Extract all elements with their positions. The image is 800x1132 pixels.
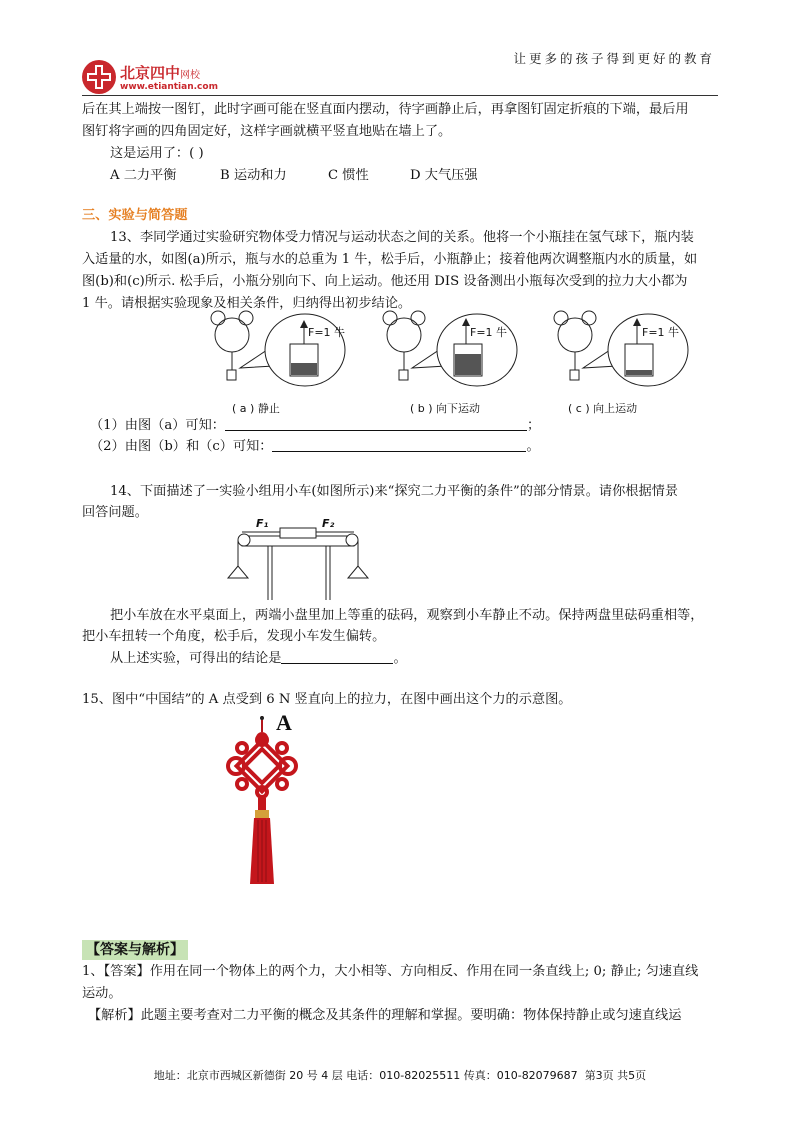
intro-question: 这是运用了：( ) [110,146,204,161]
logo-url: www.etiantian.com [120,82,218,92]
chinese-knot-image [222,714,302,886]
force-f1-label: F₁ [256,517,269,530]
option-d: D 大气压强 [410,168,478,183]
q14-line-1: 14、下面描述了一实验小组用小车(如图所示)来“探究二力平衡的条件”的部分情景。请你根据情景 [110,484,679,499]
answer-blank-3[interactable] [281,649,393,664]
q13-line-4: 1 牛。请根据实验现象及相关条件，归纳得出初步结论。 [82,296,412,311]
option-a: A 二力平衡 [110,168,177,183]
page-footer [0,1067,800,1083]
q14-conclusion: 从上述实验，可得出的结论是 。 [110,651,407,666]
q13-line-3: 图(b)和(c)所示. 松手后，小瓶分别向下、向上运动。他还用 DIS 设备测出小瓶每次受到的拉力大小都为 [82,274,688,289]
q14-para-1: 把小车放在水平桌面上，两端小盘里加上等重的砝码，观察到小车静止不动。保持两盘里砝码重相等， [110,608,704,623]
page-number: 第3页 共5页 [584,1069,647,1082]
q14-line-2: 回答问题。 [82,505,148,520]
answer-blank-1[interactable] [225,416,527,431]
force-label-c: F=1 牛 [642,326,680,339]
intro-line-1: 后在其上端按一图钉，此时字画可能在竖直面内摆动，待字画静止后，再拿图钉固定折痕的下端，最后用 [82,102,689,117]
logo-text: 北京四中网校 [120,64,201,82]
header-slogan: 让更多的孩子得到更好的教育 [513,51,715,66]
answer-1-line-2: 运动。 [82,986,122,1001]
q14-para-2: 把小车扭转一个角度，松手后，发现小车发生偏转。 [82,629,386,644]
q15-text: 15、图中“中国结”的 A 点受到 6 N 竖直向上的拉力，在图中画出这个力的示意图。 [82,692,572,707]
option-b: B 运动和力 [220,168,287,183]
q13-blank-1: （1）由图（a）可知： ； [90,418,541,433]
footer-address: 地址：北京市西城区新德街 20 号 4 层 电话：010-82025511 传真：010-82079687 [153,1069,578,1082]
option-c: C 惯性 [328,168,369,183]
point-a-label: A [276,710,292,735]
q13-blank-2: （2）由图（b）和（c）可知： 。 [90,439,540,454]
answers-title: 【答案与解析】 [82,940,188,960]
balloon-figure-b [372,308,532,413]
force-label-b: F=1 牛 [470,326,508,339]
q13-line-2: 入适量的水，如图(a)所示，瓶与水的总重为 1 牛，松手后，小瓶静止；接着他两次调整瓶内水的质量，如 [82,252,698,267]
force-f2-label: F₂ [322,517,335,530]
q13-line-1: 13、李同学通过实验研究物体受力情况与运动状态之间的关系。他将一个小瓶挂在氢气球下，瓶内装 [110,230,694,245]
header-divider [82,95,718,96]
caption-a: ( a ) 静止 [232,402,280,415]
caption-c: ( c ) 向上运动 [568,402,638,415]
logo-emblem-icon [82,60,116,94]
intro-line-2: 图钉将字画的四角固定好，这样字画就横平竖直地贴在墙上了。 [82,124,452,139]
answer-1-analysis: 【解析】此题主要考查对二力平衡的概念及其条件的理解和掌握。要明确：物体保持静止或匀速直线运 [88,1008,682,1023]
answer-1-line-1: 1、【答案】作用在同一个物体上的两个力，大小相等、方向相反、作用在同一条直线上; 0; 静止; 匀速直线 [82,964,699,979]
answer-blank-2[interactable] [272,437,526,452]
force-label-a: F=1 牛 [308,326,346,339]
cart-apparatus-figure [222,518,372,600]
caption-b: ( b ) 向下运动 [410,402,481,415]
section-title: 三、实验与简答题 [82,208,188,223]
